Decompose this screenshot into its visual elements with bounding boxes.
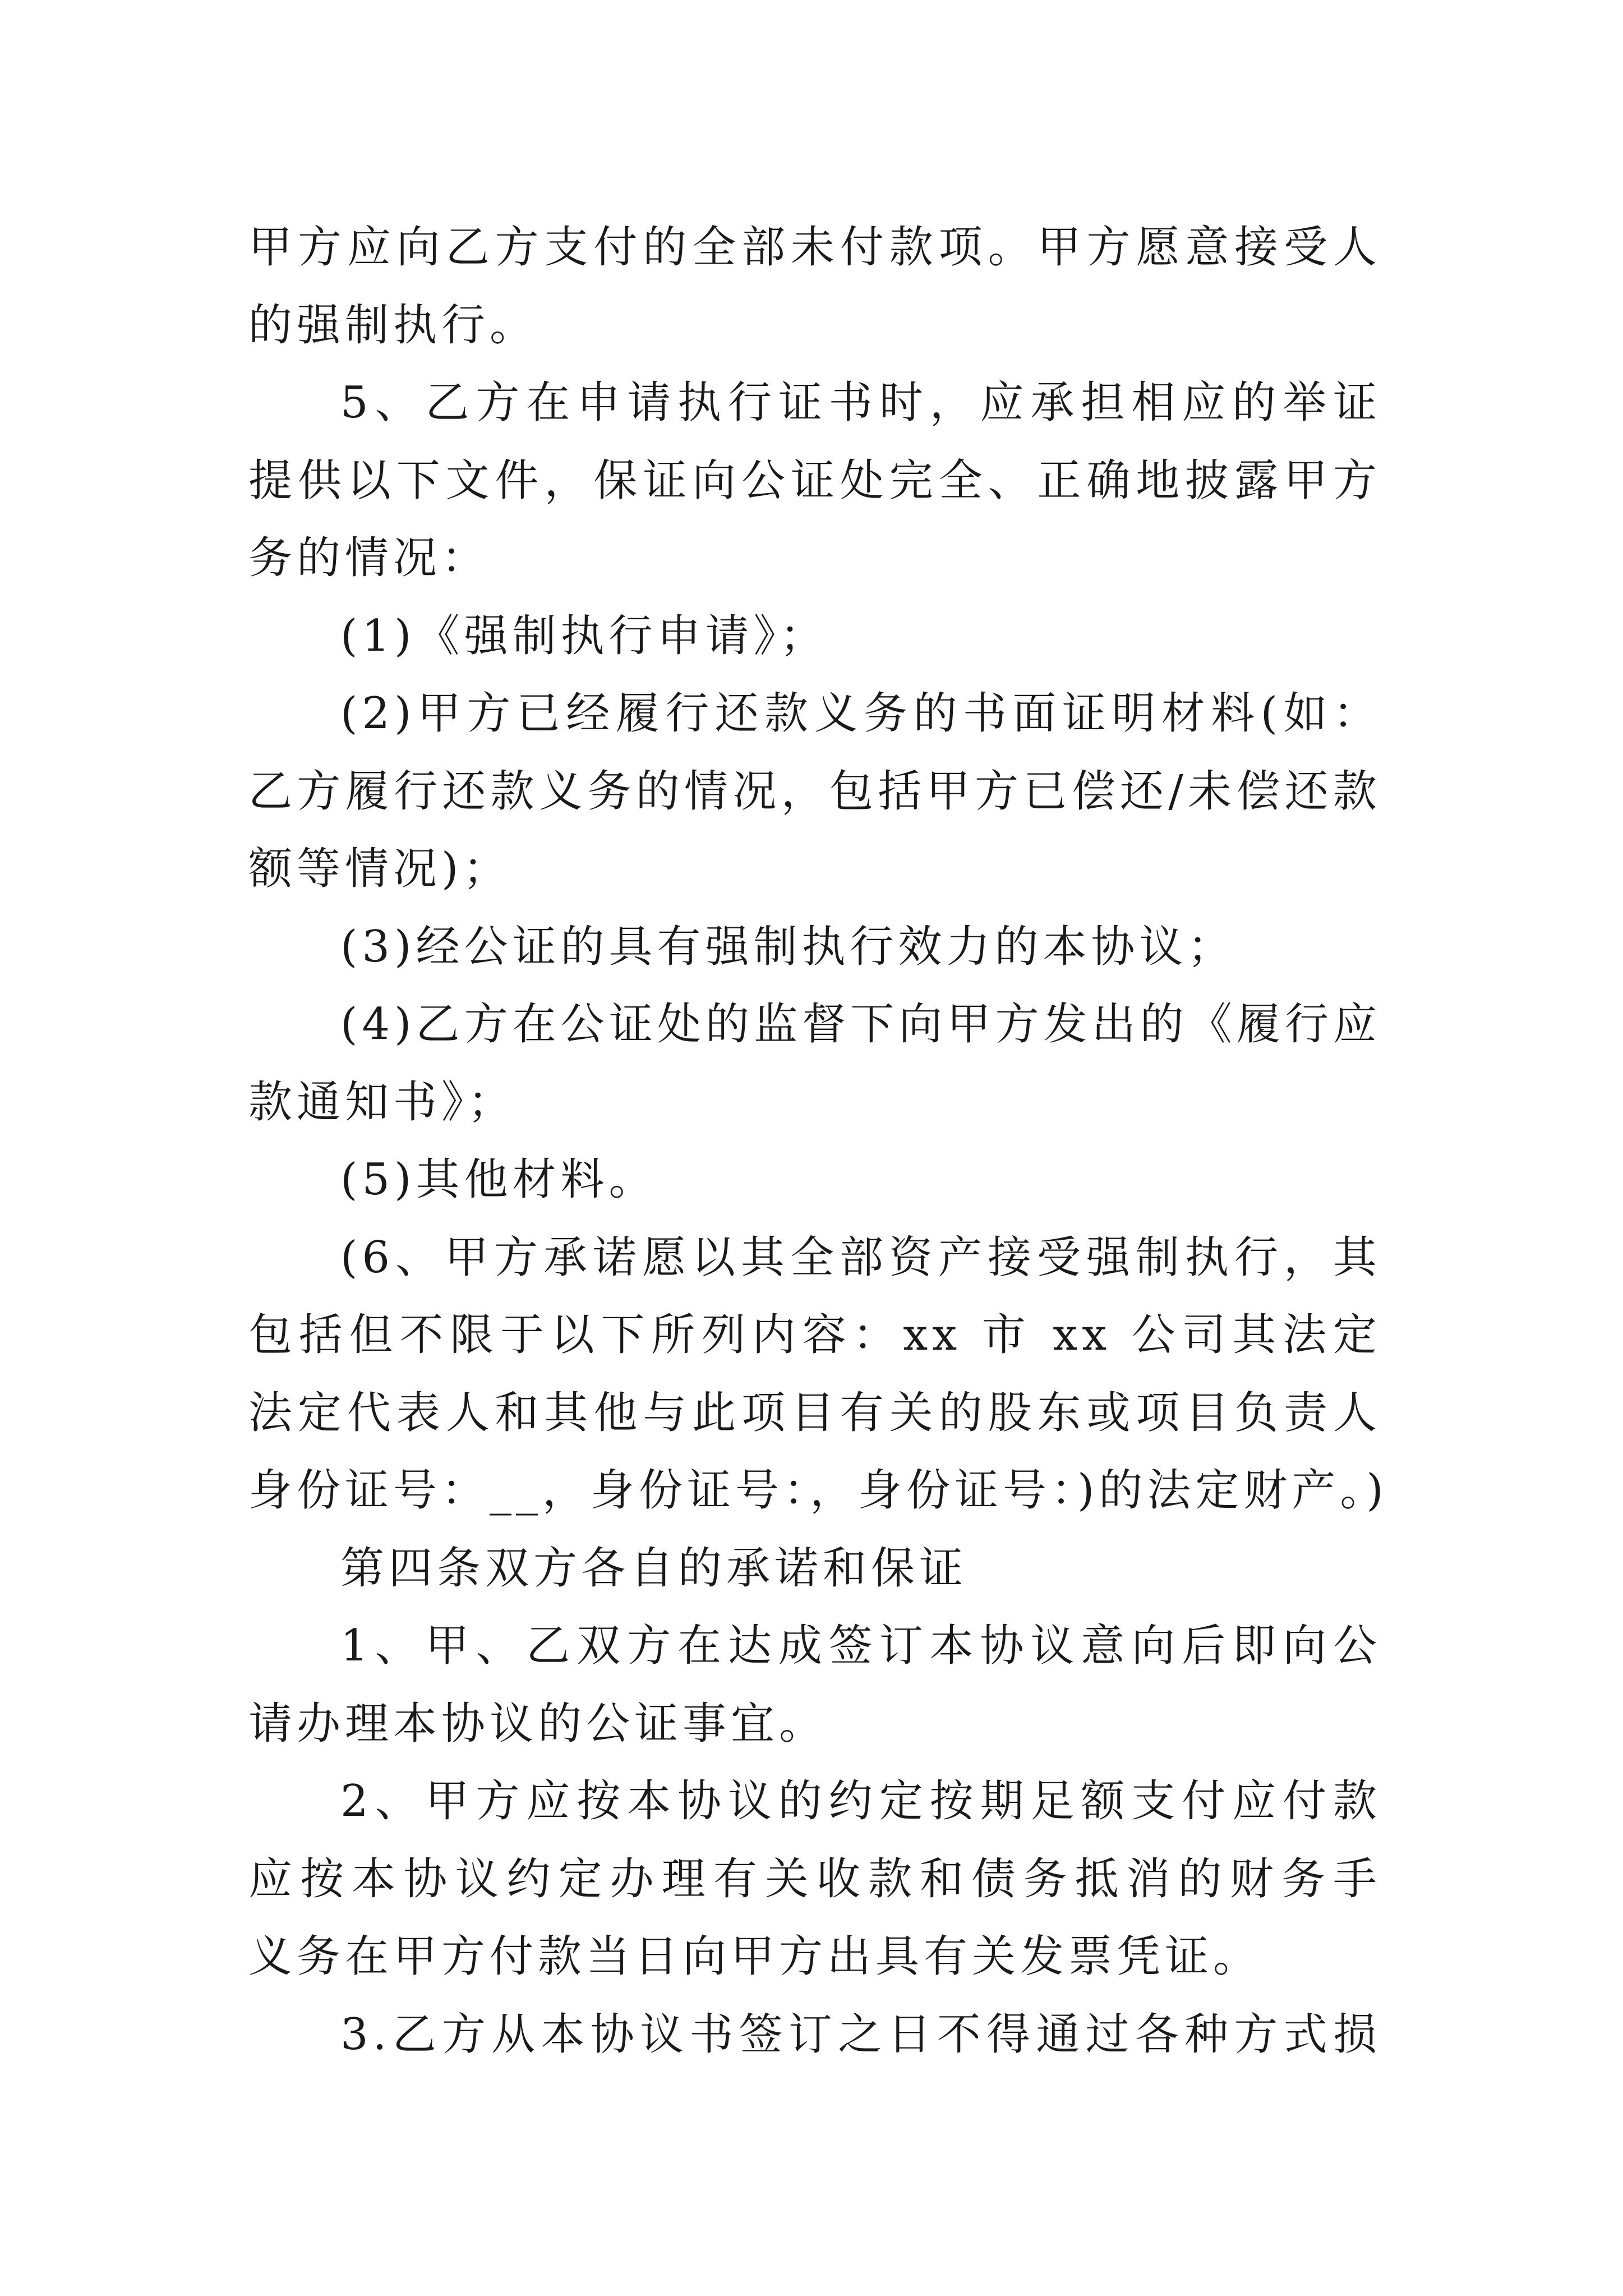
- text-line: 身份证号：__，身份证号：，身份证号：)的法定财产。): [248, 1465, 1388, 1516]
- text-line: 甲方应向乙方支付的全部未付款项。甲方愿意接受人: [248, 222, 1381, 273]
- text-line: 2、甲方应按本协议的约定按期足额支付应付款: [340, 1776, 1381, 1826]
- text-line: 提供以下文件，保证向公证处完全、正确地披露甲方: [248, 455, 1381, 506]
- text-line: (2)甲方已经履行还款义务的书面证明材料(如：: [340, 688, 1381, 739]
- text-line: (3)经公证的具有强制执行效力的本协议；: [340, 921, 1236, 972]
- text-line: 第四条双方各自的承诺和保证: [340, 1543, 968, 1594]
- text-line: (4)乙方在公证处的监督下向甲方发出的《履行应: [340, 999, 1381, 1050]
- text-line: 请办理本协议的公证事宜。: [248, 1698, 828, 1749]
- text-line: 1、甲、乙双方在达成签订本协议意向后即向公: [340, 1621, 1381, 1671]
- text-line: (6、甲方承诺愿以其全部资产接受强制执行，其: [340, 1232, 1381, 1283]
- text-line: 款通知书》；: [248, 1076, 517, 1128]
- text-line: 的强制执行。: [248, 300, 538, 351]
- text-line: 应按本协议约定办理有关收款和债务抵消的财务手: [248, 1853, 1381, 1904]
- text-line: 额等情况)；: [248, 844, 511, 894]
- text-line: 义务在甲方付款当日向甲方出具有关发票凭证。: [248, 1931, 1262, 1982]
- text-line: 务的情况：: [248, 533, 490, 583]
- text-line: 5、乙方在申请执行证书时，应承担相应的举证: [340, 378, 1381, 428]
- text-line: (1)《强制执行申请》；: [340, 610, 828, 661]
- text-line: 法定代表人和其他与此项目有关的股东或项目负责人: [248, 1387, 1381, 1438]
- document-body: [248, 209, 1388, 2073]
- text-line: 乙方履行还款义务的情况，包括甲方已偿还/未偿还款: [248, 766, 1381, 817]
- text-line: 包括但不限于以下所列内容：xx 市 xx 公司其法定: [248, 1310, 1381, 1360]
- text-line: (5)其他材料。: [340, 1154, 657, 1205]
- text-line: 3.乙方从本协议书签订之日不得通过各种方式损: [340, 2009, 1381, 2060]
